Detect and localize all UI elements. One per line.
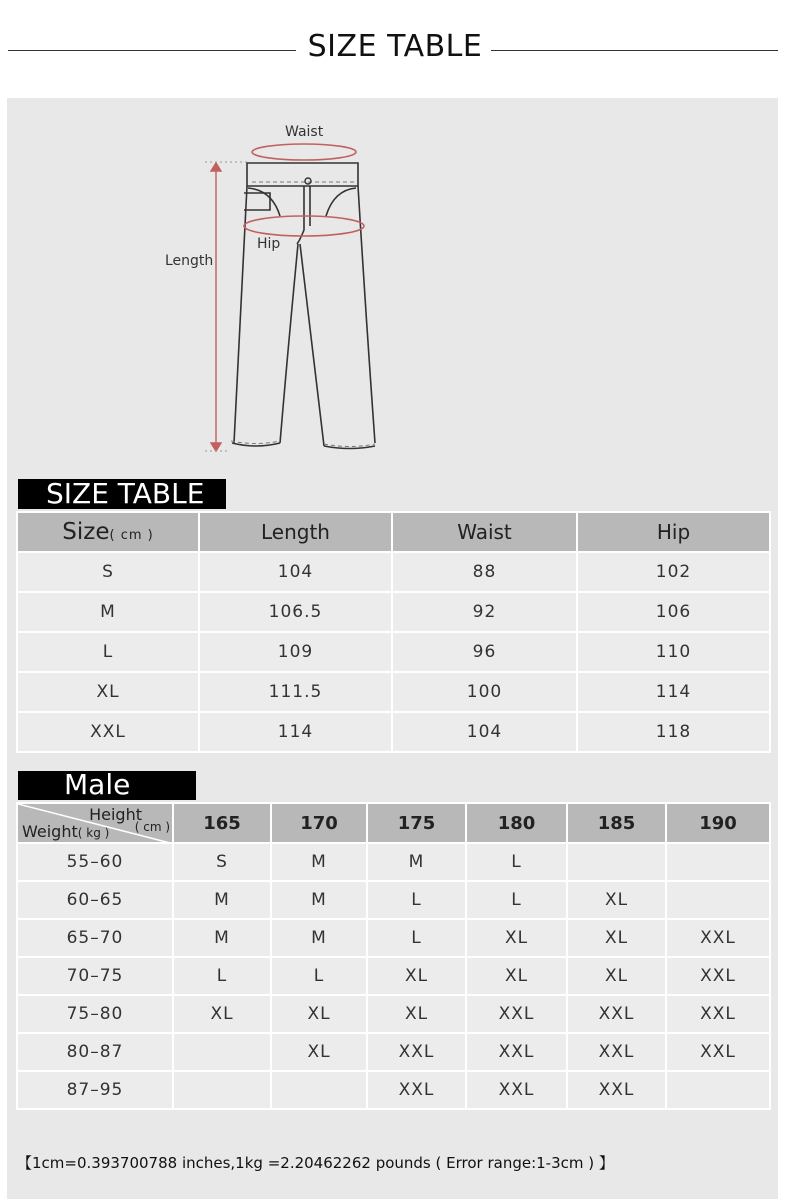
size-cell: XL — [367, 957, 466, 995]
table-row — [17, 881, 770, 919]
hip-cell: 118 — [577, 712, 770, 752]
size-cell: XXL — [666, 1033, 770, 1071]
length-column-header: Length — [199, 512, 392, 552]
size-cell: XL — [567, 881, 666, 919]
size-cell: XXL — [466, 1071, 567, 1109]
size-cell — [567, 843, 666, 881]
table-row — [17, 712, 770, 752]
size-cell: XXL — [367, 1033, 466, 1071]
table-row — [17, 995, 770, 1033]
length-cell: 104 — [199, 552, 392, 592]
weight-range-cell: 80–87 — [17, 1033, 173, 1071]
size-table-banner-text: SIZE TABLE — [46, 477, 205, 510]
waist-cell: 104 — [392, 712, 577, 752]
height-label: Height — [89, 805, 142, 824]
weight-range-cell: 87–95 — [17, 1071, 173, 1109]
size-cell: M — [271, 843, 367, 881]
size-cell: L — [271, 957, 367, 995]
size-cell: M — [173, 919, 271, 957]
hip-cell: 106 — [577, 592, 770, 632]
size-cell: XXL — [17, 712, 199, 752]
size-cell: S — [173, 843, 271, 881]
height-column-header: 190 — [666, 803, 770, 843]
size-cell — [173, 1071, 271, 1109]
size-cell — [271, 1071, 367, 1109]
weight-unit-label: ( kg ) — [77, 826, 110, 840]
waist-column-header: Waist — [392, 512, 577, 552]
size-cell: L — [173, 957, 271, 995]
length-cell: 114 — [199, 712, 392, 752]
hip-cell: 110 — [577, 632, 770, 672]
size-cell — [666, 1071, 770, 1109]
waist-label: Waist — [285, 124, 324, 140]
table-row — [17, 1033, 770, 1071]
height-weight-corner-header — [17, 803, 173, 843]
weight-range-cell: 75–80 — [17, 995, 173, 1033]
table-row — [17, 632, 770, 672]
weight-range-cell: 70–75 — [17, 957, 173, 995]
length-label: Length — [165, 253, 214, 269]
length-cell: 106.5 — [199, 592, 392, 632]
hip-label: Hip — [257, 236, 281, 252]
size-cell: M — [367, 843, 466, 881]
hip-cell: 114 — [577, 672, 770, 712]
height-column-header: 170 — [271, 803, 367, 843]
weight-axis-label — [22, 822, 109, 841]
table-row — [17, 592, 770, 632]
size-cell: XXL — [567, 1071, 666, 1109]
height-column-header: 165 — [173, 803, 271, 843]
male-size-table — [16, 802, 771, 1110]
weight-range-cell: 65–70 — [17, 919, 173, 957]
size-cell: XXL — [666, 957, 770, 995]
pants-diagram — [200, 118, 400, 463]
length-cell: 111.5 — [199, 672, 392, 712]
page-title: SIZE TABLE — [307, 29, 483, 64]
height-column-header: 180 — [466, 803, 567, 843]
height-column-header: 185 — [567, 803, 666, 843]
table-row — [17, 552, 770, 592]
weight-range-cell: 55–60 — [17, 843, 173, 881]
male-banner-text: Male — [64, 768, 131, 801]
hip-cell: 102 — [577, 552, 770, 592]
size-cell: M — [17, 592, 199, 632]
size-column-header — [17, 512, 199, 552]
size-cell: XL — [567, 919, 666, 957]
size-cell: S — [17, 552, 199, 592]
size-cell: XXL — [466, 1033, 567, 1071]
size-cell: XL — [567, 957, 666, 995]
waist-cell: 92 — [392, 592, 577, 632]
table-row — [17, 957, 770, 995]
size-cell: XL — [466, 919, 567, 957]
size-unit-text: ( cm ) — [109, 528, 154, 543]
size-header-text: Size — [62, 519, 110, 545]
weight-label: Weight — [22, 822, 78, 841]
table-row — [17, 919, 770, 957]
size-cell: XXL — [567, 995, 666, 1033]
size-cell: XL — [367, 995, 466, 1033]
size-table-banner — [18, 479, 226, 509]
size-cell — [666, 881, 770, 919]
size-table — [16, 511, 771, 753]
size-cell — [666, 843, 770, 881]
table-row — [17, 843, 770, 881]
waist-cell: 88 — [392, 552, 577, 592]
size-cell: L — [466, 881, 567, 919]
table-row — [17, 672, 770, 712]
size-cell: XXL — [367, 1071, 466, 1109]
size-cell: L — [17, 632, 199, 672]
table-row — [17, 1071, 770, 1109]
size-cell: M — [271, 881, 367, 919]
size-cell: XXL — [466, 995, 567, 1033]
hip-column-header: Hip — [577, 512, 770, 552]
height-unit-label: ( cm ) — [134, 820, 170, 834]
waist-cell: 96 — [392, 632, 577, 672]
male-banner — [18, 768, 196, 801]
height-column-header: 175 — [367, 803, 466, 843]
size-cell: L — [367, 881, 466, 919]
size-cell: XL — [271, 995, 367, 1033]
size-cell: XXL — [666, 919, 770, 957]
size-cell: XL — [17, 672, 199, 712]
weight-range-cell: 60–65 — [17, 881, 173, 919]
size-cell: M — [173, 881, 271, 919]
size-cell — [173, 1033, 271, 1071]
size-cell: XL — [466, 957, 567, 995]
size-cell: L — [466, 843, 567, 881]
size-cell: XXL — [567, 1033, 666, 1071]
size-cell: XL — [271, 1033, 367, 1071]
size-cell: XXL — [666, 995, 770, 1033]
length-cell: 109 — [199, 632, 392, 672]
conversion-note: 【1cm=0.393700788 inches,1kg =2.20462262 pounds ( Error range:1-3cm ) 】 — [17, 1154, 614, 1172]
size-cell: XL — [173, 995, 271, 1033]
size-cell: L — [367, 919, 466, 957]
size-cell: M — [271, 919, 367, 957]
waist-cell: 100 — [392, 672, 577, 712]
